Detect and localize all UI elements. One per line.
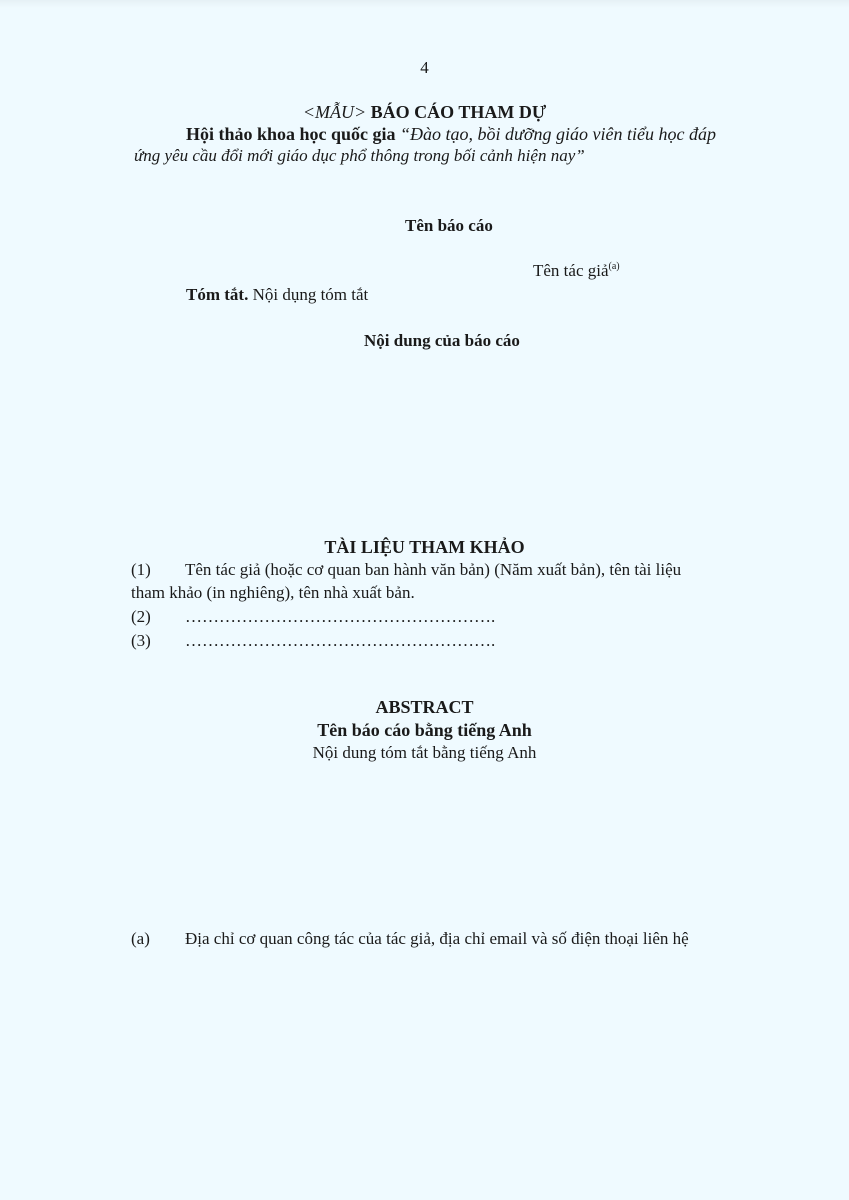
abstract-title: Tên báo cáo bằng tiếng Anh bbox=[317, 720, 532, 740]
event-line-1 bbox=[186, 123, 716, 146]
abstract-heading: ABSTRACT bbox=[375, 697, 474, 717]
event-name: Hội thảo khoa học quốc gia bbox=[186, 124, 396, 144]
summary-label: Tóm tắt. bbox=[186, 285, 249, 304]
scan-edge bbox=[0, 0, 849, 8]
content-heading: Nội dung của báo cáo bbox=[364, 331, 520, 350]
summary-text: Nội dụng tóm tắt bbox=[252, 285, 369, 304]
reference-3-label: (3) bbox=[131, 631, 151, 650]
form-title-text: BÁO CÁO THAM DỰ bbox=[370, 102, 547, 122]
footnote-label: (a) bbox=[131, 929, 150, 948]
reference-1-line-2: tham khảo (in nghiêng), tên nhà xuất bản. bbox=[131, 583, 415, 602]
author-footnote bbox=[131, 928, 689, 949]
report-title-label: Tên báo cáo bbox=[405, 216, 493, 235]
page-number: 4 bbox=[420, 58, 429, 77]
form-title bbox=[0, 101, 849, 124]
footnote-text: Địa chỉ cơ quan công tác của tác giả, địa chỉ email và số điện thoại liên hệ bbox=[185, 929, 689, 948]
summary-line bbox=[186, 284, 368, 305]
reference-1-label: (1) bbox=[131, 560, 151, 579]
reference-2-label: (2) bbox=[131, 607, 151, 626]
reference-3-placeholder: ………………………………………………. bbox=[185, 631, 496, 650]
references-heading: TÀI LIỆU THAM KHẢO bbox=[324, 537, 525, 557]
reference-item-2 bbox=[131, 606, 495, 627]
reference-item-3 bbox=[131, 630, 495, 651]
reference-1-line-1: Tên tác giả (hoặc cơ quan ban hành văn bản) (Năm xuất bản), tên tài liệu bbox=[185, 560, 682, 579]
template-tag: <MẪU> bbox=[302, 102, 367, 122]
reference-item-1 bbox=[131, 559, 681, 580]
author-label: Tên tác giả bbox=[533, 261, 609, 280]
abstract-summary: Nội dung tóm tắt bằng tiếng Anh bbox=[312, 743, 537, 762]
event-theme-line-1: “Đào tạo, bồi dưỡng giáo viên tiểu học đáp bbox=[400, 124, 716, 144]
event-theme-line-2: ứng yêu cầu đổi mới giáo dục phổ thông trong bối cảnh hiện nay” bbox=[134, 146, 585, 165]
reference-2-placeholder: ………………………………………………. bbox=[185, 607, 496, 626]
author-name bbox=[533, 260, 620, 281]
author-footnote-mark: (a) bbox=[608, 261, 620, 272]
